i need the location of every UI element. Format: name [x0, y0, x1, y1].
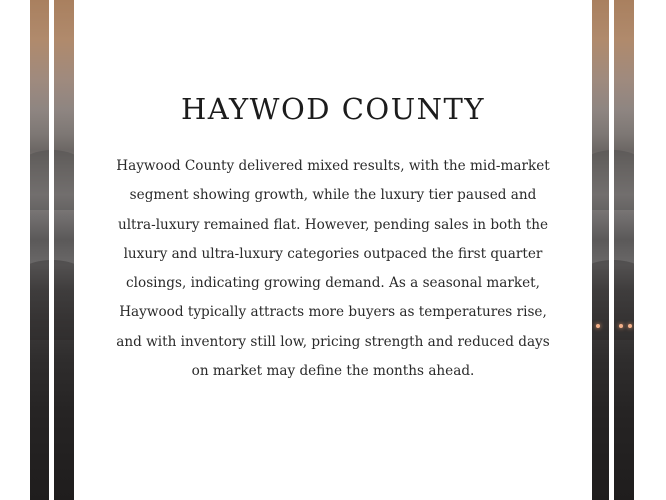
body-paragraph: Haywood County delivered mixed results, with the mid-market segment showing growth, while the luxury tier paused and ultra-luxury remained flat. However, pending sales in both the luxury and ultra-luxury categories outpaced the first quarter closings, indicating growing demand. As a seasonal market, Haywood typically attracts more buyers as temperatures rise, and with inventory still low, pricing strength and reduced days on market may define the months ahead. — [116, 158, 550, 380]
left-photo-strip — [30, 0, 74, 500]
right-photo-strip — [592, 0, 634, 500]
light-dot — [619, 324, 623, 328]
light-dot — [596, 324, 600, 328]
white-divider-stripe — [49, 0, 54, 500]
main-content — [74, 0, 592, 500]
white-divider-stripe — [609, 0, 614, 500]
page-title: HAYWOD COUNTY — [180, 92, 486, 126]
light-dot — [628, 324, 632, 328]
